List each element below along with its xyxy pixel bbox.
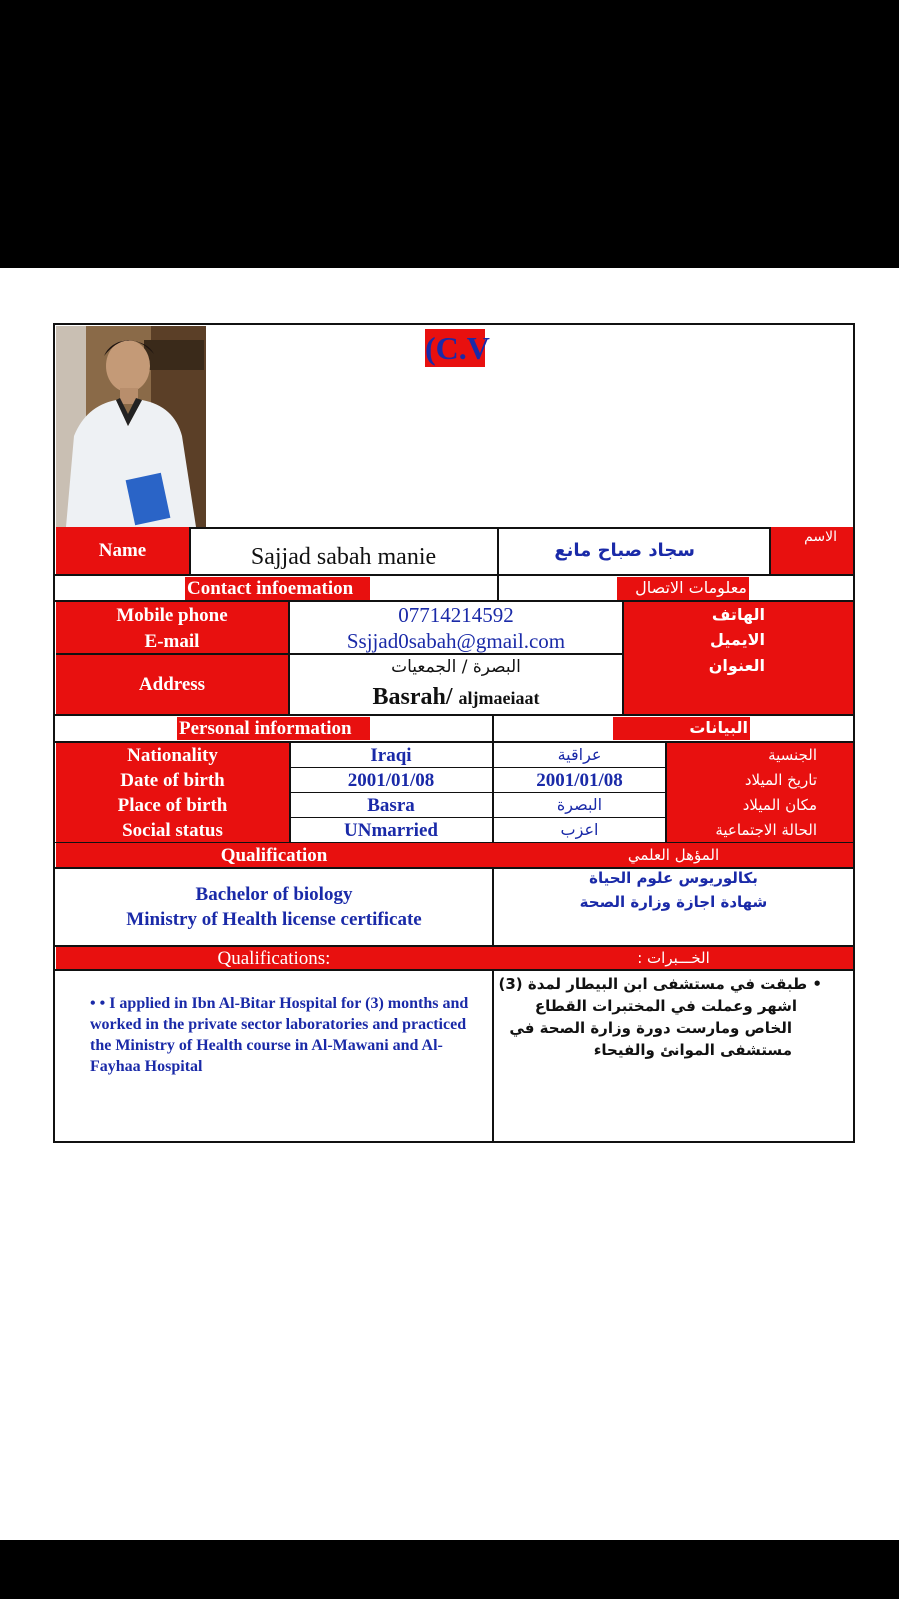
name-label-en: Name (98, 540, 147, 561)
social-status-label-en: Social status (122, 820, 223, 841)
divider (497, 527, 499, 601)
social-status-value-en: UNmarried (344, 820, 438, 841)
divider (191, 527, 769, 529)
cv-title: (C.V (425, 330, 490, 366)
divider (53, 714, 855, 716)
pob-label-en: Place of birth (117, 795, 228, 816)
phone-label-ar: الهاتف (711, 605, 765, 624)
qualification-header-ar: المؤهل العلمي (627, 846, 720, 864)
divider (291, 792, 665, 793)
experience-ar-line1: • طبقت في مستشفى ابن البيطار لمدة (3) (498, 975, 822, 993)
person-photo-icon (56, 326, 206, 527)
address-label-en: Address (138, 674, 206, 695)
dob-value-en: 2001/01/08 (347, 770, 435, 791)
qualification-ar-line2: شهادة اجازة وزارة الصحة (579, 893, 768, 911)
personal-header-ar: البيانات (689, 718, 748, 737)
experience-header-en: Qualifications: (217, 948, 331, 969)
bottom-black-bar (0, 1540, 899, 1599)
qualification-en-line2: Ministry of Health license certificate (126, 909, 422, 930)
phone-label-en: Mobile phone (116, 605, 228, 626)
nationality-value-en: Iraqi (370, 745, 412, 766)
experience-ar-line2: اشهر وعملت في المختبرات القطاع (534, 997, 797, 1015)
qualification-ar-line1: بكالوريوس علوم الحياة (589, 869, 758, 887)
address-district: aljmaeiaat (458, 688, 540, 708)
social-status-value-ar: اعزب (560, 820, 599, 839)
nationality-value-ar: عراقية (557, 745, 602, 764)
name-value-ar: سجاد صباح مانع (554, 540, 695, 561)
address-label-ar: العنوان (708, 656, 765, 675)
social-status-label-ar: الحالة الاجتماعية (715, 821, 817, 839)
profile-photo (56, 326, 206, 527)
experience-header-ar: الخـــبرات : (637, 949, 710, 967)
email-label-en: E-mail (144, 631, 200, 652)
divider (291, 817, 665, 818)
divider (53, 842, 855, 843)
dob-label-en: Date of birth (120, 770, 225, 791)
dob-label-ar: تاريخ الميلاد (744, 771, 817, 789)
qualification-header-en: Qualification (220, 845, 328, 866)
address-value-en (290, 684, 622, 711)
pob-value-ar: البصرة (556, 795, 603, 814)
nationality-label-en: Nationality (127, 745, 218, 766)
divider (53, 969, 855, 971)
address-city: Basrah/ (372, 684, 453, 710)
nationality-label-ar: الجنسية (768, 746, 817, 764)
contact-header-ar: معلومات الاتصال (635, 578, 747, 597)
personal-header-en: Personal information (179, 718, 352, 739)
experience-en-text: • • I applied in Ibn Al-Bitar Hospital for (3) months and worked in the private sector laboratories and practiced the Ministry of Health course in Al-Mawani and Al-Fayhaa Hospital (90, 995, 469, 1075)
divider (769, 527, 771, 574)
pob-value-en: Basra (367, 795, 415, 816)
name-label-ar: الاسم (804, 529, 837, 545)
pob-label-ar: مكان الميلاد (742, 796, 817, 814)
experience-ar-line4: مستشفى الموانئ والفيحاء (593, 1041, 792, 1059)
divider (53, 574, 855, 576)
divider (291, 767, 665, 768)
experience-ar-line3: الخاص ومارست دورة وزارة الصحة في (509, 1019, 792, 1037)
phone-value[interactable]: 07714214592 (398, 603, 514, 627)
email-label-ar: الايميل (710, 630, 765, 649)
address-value-ar: البصرة / الجمعيات (391, 657, 521, 677)
qualification-en-line1: Bachelor of biology (195, 884, 353, 905)
contact-header-en: Contact infoemation (187, 578, 354, 599)
divider (189, 527, 191, 574)
top-black-bar (0, 0, 899, 268)
dob-value-ar: 2001/01/08 (536, 770, 623, 791)
name-value-en: Sajjad sabah manie (250, 544, 437, 570)
divider (56, 653, 288, 655)
email-value[interactable]: Ssjjad0sabah@gmail.com (346, 629, 566, 653)
